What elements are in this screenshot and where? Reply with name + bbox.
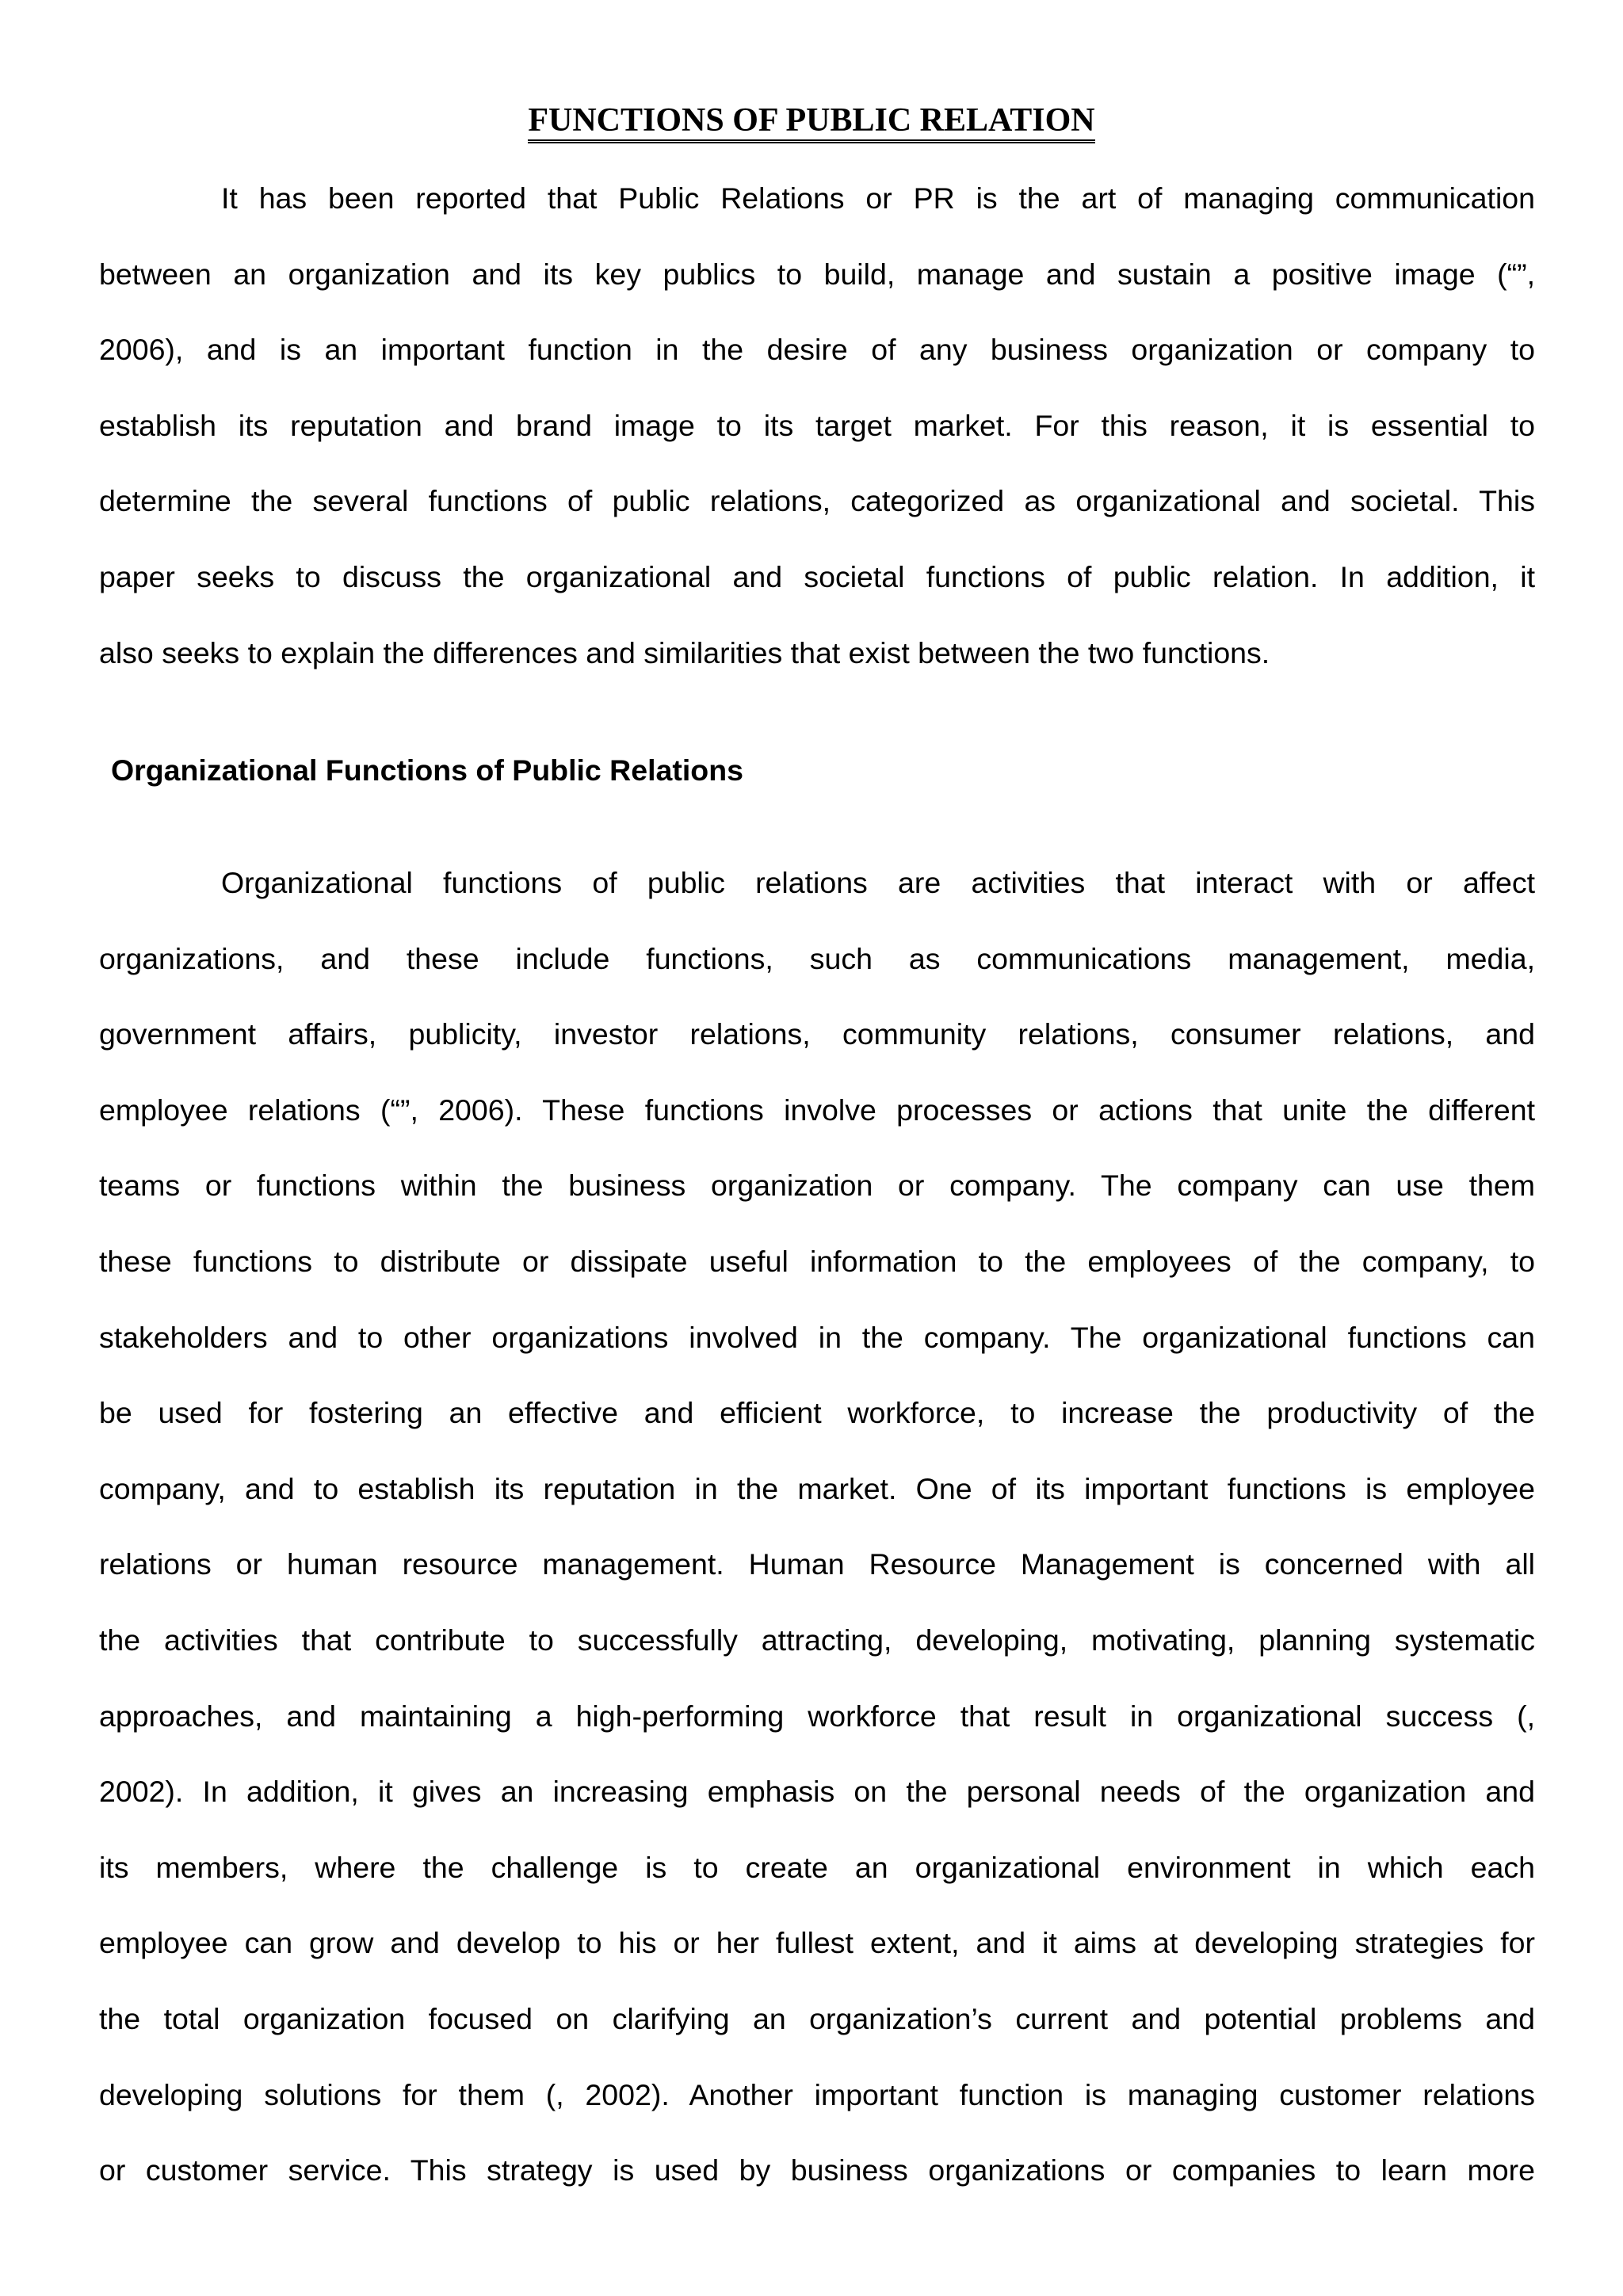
paragraph-intro <box>99 161 1535 691</box>
text-line: It has been reported that Public Relations or PR is the art of managing communication <box>221 181 1535 215</box>
paragraph-organizational-functions <box>99 845 1535 2209</box>
text-line: employee can grow and develop to his or her fullest extent, and it aims at developing strategies for <box>99 1926 1535 1960</box>
text-line: or customer service. This strategy is used by business organizations or companies to learn more <box>99 2153 1535 2187</box>
text-line: these functions to distribute or dissipate useful information to the employees of the company, to <box>99 1244 1535 1278</box>
text-line: determine the several functions of public relations, categorized as organizational and societal. This <box>99 484 1535 518</box>
text-line: 2002). In addition, it gives an increasing emphasis on the personal needs of the organization and <box>99 1775 1535 1809</box>
text-line: government affairs, publicity, investor relations, community relations, consumer relations, and <box>99 1017 1535 1051</box>
text-line: also seeks to explain the differences and similarities that exist between the two functions. <box>99 635 1270 669</box>
text-line: paper seeks to discuss the organizational and societal functions of public relation. In addition, it <box>99 559 1535 593</box>
text-line: teams or functions within the business organization or company. The company can use them <box>99 1169 1535 1203</box>
text-line: developing solutions for them (, 2002). Another important function is managing customer relations <box>99 2077 1535 2111</box>
text-line: employee relations (“”, 2006). These functions involve processes or actions that unite the different <box>99 1093 1535 1127</box>
text-line: relations or human resource management. Human Resource Management is concerned with all <box>99 1547 1535 1581</box>
text-line: stakeholders and to other organizations involved in the company. The organizational functions can <box>99 1320 1535 1354</box>
document-title <box>0 97 1623 144</box>
text-line: its members, where the challenge is to create an organizational environment in which each <box>99 1850 1535 1884</box>
text-line: establish its reputation and brand image to its target market. For this reason, it is essential to <box>99 408 1535 442</box>
text-line: organizations, and these include functions, such as communications management, media, <box>99 941 1535 975</box>
text-line: 2006), and is an important function in the desire of any business organization or company to <box>99 333 1535 367</box>
text-line: approaches, and maintaining a high-performing workforce that result in organizational success (, <box>99 1699 1535 1733</box>
text-line: company, and to establish its reputation in the market. One of its important functions is employee <box>99 1471 1535 1505</box>
text-line: the total organization focused on clarifying an organization’s current and potential problems and <box>99 2001 1535 2035</box>
text-line: Organizational functions of public relations are activities that interact with or affect <box>221 866 1535 899</box>
text-line: be used for fostering an effective and efficient workforce, to increase the productivity of the <box>99 1396 1535 1430</box>
text-line: the activities that contribute to successfully attracting, developing, motivating, planning systematic <box>99 1623 1535 1657</box>
text-line: between an organization and its key publics to build, manage and sustain a positive image (“”, <box>99 257 1535 291</box>
document-title-text: FUNCTIONS OF PUBLIC RELATION <box>528 102 1094 143</box>
section-heading: Organizational Functions of Public Relations <box>111 753 743 787</box>
